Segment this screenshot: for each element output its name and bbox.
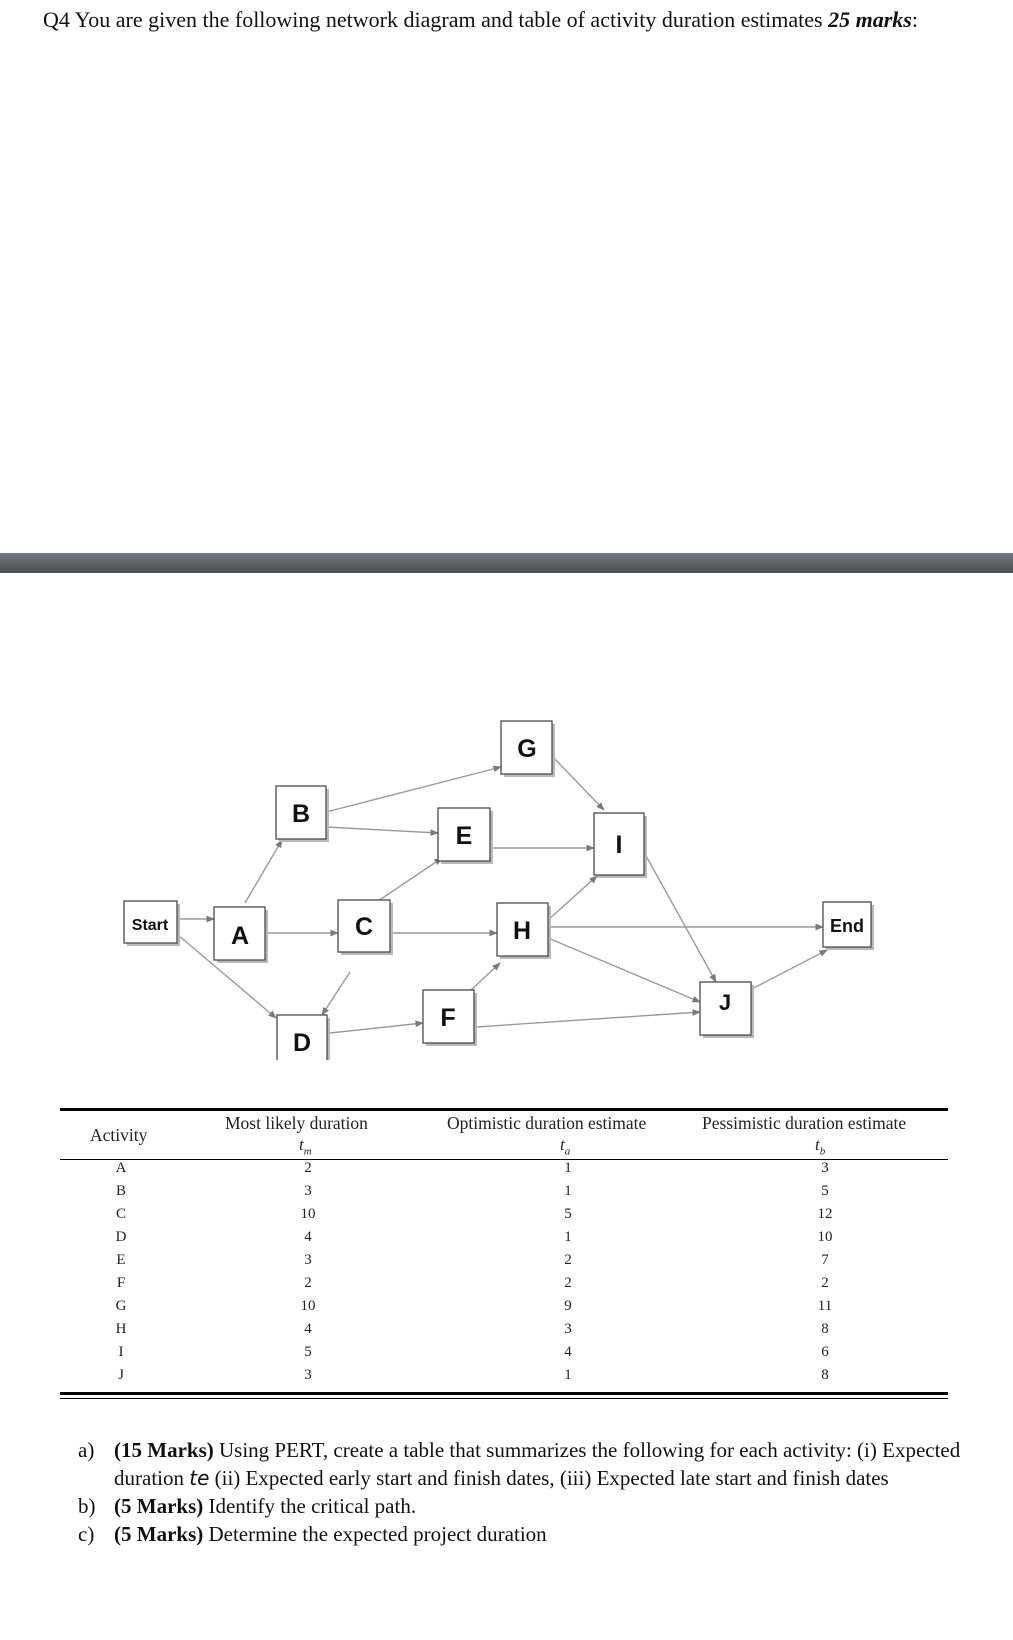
edge-i-j bbox=[645, 854, 716, 982]
cell-tm: 3 bbox=[304, 1183, 312, 1199]
node-end bbox=[823, 902, 874, 950]
node-d bbox=[277, 1015, 330, 1060]
task-a-te: te bbox=[189, 1466, 210, 1490]
node-g bbox=[501, 721, 555, 777]
edge-b-e bbox=[326, 827, 438, 833]
cell-tm: 5 bbox=[304, 1344, 312, 1360]
edge-h-i bbox=[548, 876, 597, 920]
node-label-j: J bbox=[718, 990, 732, 1015]
table-bottom-rule bbox=[60, 1392, 948, 1395]
cell-activity: G bbox=[115, 1298, 127, 1314]
task-a-text1: Using PERT, create a table that summarizes the following for each activity: (i) Expected duration bbox=[114, 1438, 961, 1490]
task-c bbox=[78, 1520, 983, 1548]
symbol-tb bbox=[815, 1135, 825, 1157]
edge-d-f bbox=[330, 1023, 423, 1033]
cell-tm: 4 bbox=[304, 1229, 312, 1245]
header-optimistic: Optimistic duration estimate bbox=[447, 1113, 647, 1133]
cell-tb: 10 bbox=[817, 1229, 833, 1245]
cell-tb: 12 bbox=[817, 1206, 833, 1222]
cell-tb: 8 bbox=[821, 1367, 829, 1383]
cell-tb: 2 bbox=[821, 1275, 829, 1291]
question-marks: 25 bbox=[828, 7, 851, 32]
cell-activity: H bbox=[115, 1321, 127, 1337]
task-a-marker: a) bbox=[78, 1438, 95, 1462]
question-suffix: : bbox=[911, 7, 918, 32]
cell-tb: 11 bbox=[817, 1298, 833, 1314]
node-label-g: G bbox=[517, 735, 537, 763]
task-a-text2: (ii) Expected early start and finish dates, (iii) Expected late start and finish dates bbox=[209, 1466, 889, 1490]
cell-tm: 3 bbox=[304, 1367, 312, 1383]
cell-tb: 7 bbox=[821, 1252, 829, 1268]
node-b bbox=[276, 786, 329, 842]
task-b bbox=[78, 1492, 983, 1520]
header-most-likely: Most likely duration bbox=[225, 1113, 368, 1133]
cell-tm: 4 bbox=[304, 1321, 312, 1337]
cell-activity: F bbox=[116, 1275, 126, 1291]
cell-tb: 3 bbox=[821, 1160, 829, 1176]
node-label-h: H bbox=[512, 917, 532, 945]
task-b-marker: b) bbox=[78, 1494, 96, 1518]
edge-b-g bbox=[326, 767, 501, 812]
task-list bbox=[78, 1436, 983, 1548]
cell-ta: 1 bbox=[564, 1183, 572, 1199]
node-label-start: Start bbox=[131, 917, 169, 934]
task-b-marks: (5 Marks) bbox=[114, 1494, 204, 1518]
cell-ta: 3 bbox=[564, 1321, 572, 1337]
cell-ta: 1 bbox=[564, 1229, 572, 1245]
node-label-d: D bbox=[292, 1029, 312, 1057]
node-label-b: B bbox=[291, 800, 311, 828]
edge-j-end bbox=[750, 950, 827, 990]
node-f bbox=[423, 990, 477, 1046]
question-text bbox=[43, 6, 978, 34]
cell-activity: J bbox=[118, 1367, 124, 1383]
table-top-rule bbox=[60, 1108, 948, 1111]
cell-tb: 5 bbox=[821, 1183, 829, 1199]
header-activity: Activity bbox=[90, 1125, 148, 1145]
cell-activity: D bbox=[115, 1229, 127, 1245]
cell-activity: C bbox=[115, 1206, 126, 1222]
edge-f-h bbox=[471, 963, 500, 990]
cell-tm: 10 bbox=[300, 1298, 316, 1314]
cell-ta: 4 bbox=[564, 1344, 572, 1360]
node-j bbox=[700, 982, 754, 1038]
symbol-ta-sub: a bbox=[564, 1145, 571, 1158]
section-divider bbox=[0, 553, 1013, 573]
edge-c-d bbox=[322, 972, 350, 1015]
symbol-tm bbox=[299, 1135, 312, 1157]
edge-c-e bbox=[378, 858, 442, 901]
cell-tb: 8 bbox=[821, 1321, 829, 1337]
task-c-marker: c) bbox=[78, 1522, 95, 1546]
symbol-tb-base: t bbox=[815, 1135, 820, 1154]
table-bottom-rule-double bbox=[60, 1398, 948, 1399]
cell-ta: 2 bbox=[564, 1275, 572, 1291]
cell-activity: E bbox=[116, 1252, 126, 1268]
cell-tm: 3 bbox=[304, 1252, 312, 1268]
node-label-e: E bbox=[455, 822, 473, 850]
edge-a-b bbox=[245, 840, 282, 903]
symbol-ta-base: t bbox=[560, 1135, 565, 1154]
node-label-end: End bbox=[830, 916, 864, 936]
cell-tm: 2 bbox=[304, 1160, 312, 1176]
symbol-tm-base: t bbox=[299, 1135, 304, 1154]
cell-activity: I bbox=[118, 1344, 124, 1360]
question-marks-word: marks bbox=[855, 7, 912, 32]
node-start bbox=[124, 901, 180, 946]
node-c bbox=[338, 900, 393, 955]
cell-activity: A bbox=[115, 1160, 127, 1176]
cell-ta: 2 bbox=[564, 1252, 572, 1268]
cell-ta: 1 bbox=[564, 1367, 572, 1383]
task-a-marks: (15 Marks) bbox=[114, 1438, 214, 1462]
symbol-tb-sub: b bbox=[819, 1145, 826, 1158]
symbol-tm-sub: m bbox=[303, 1145, 312, 1158]
node-i bbox=[594, 813, 647, 878]
question-prefix: Q4 You are given the following network diagram and table of activity duration estimates bbox=[43, 7, 823, 32]
cell-ta: 9 bbox=[564, 1298, 572, 1314]
cell-activity: B bbox=[115, 1183, 126, 1199]
network-diagram bbox=[0, 700, 1013, 1060]
cell-tm: 2 bbox=[304, 1275, 312, 1291]
task-b-text: Identify the critical path. bbox=[203, 1494, 417, 1518]
task-c-marks: (5 Marks) bbox=[114, 1522, 204, 1546]
task-a bbox=[78, 1436, 983, 1492]
header-pessimistic: Pessimistic duration estimate bbox=[702, 1113, 907, 1133]
edge-g-i bbox=[551, 755, 604, 810]
node-label-i: I bbox=[615, 831, 623, 859]
cell-tm: 10 bbox=[300, 1206, 316, 1222]
node-a bbox=[214, 907, 268, 963]
node-label-c: C bbox=[354, 913, 374, 941]
task-c-text: Determine the expected project duration bbox=[203, 1522, 547, 1546]
node-label-a: A bbox=[230, 922, 250, 950]
edge-h-j bbox=[548, 938, 700, 1002]
cell-ta: 1 bbox=[564, 1160, 572, 1176]
node-h bbox=[497, 903, 551, 959]
edge-f-j bbox=[476, 1012, 700, 1027]
cell-tb: 6 bbox=[821, 1344, 829, 1360]
node-e bbox=[438, 808, 493, 864]
symbol-ta bbox=[560, 1135, 570, 1157]
diagram-nodes bbox=[124, 721, 874, 1060]
node-label-f: F bbox=[440, 1004, 456, 1032]
cell-ta: 5 bbox=[564, 1206, 572, 1222]
